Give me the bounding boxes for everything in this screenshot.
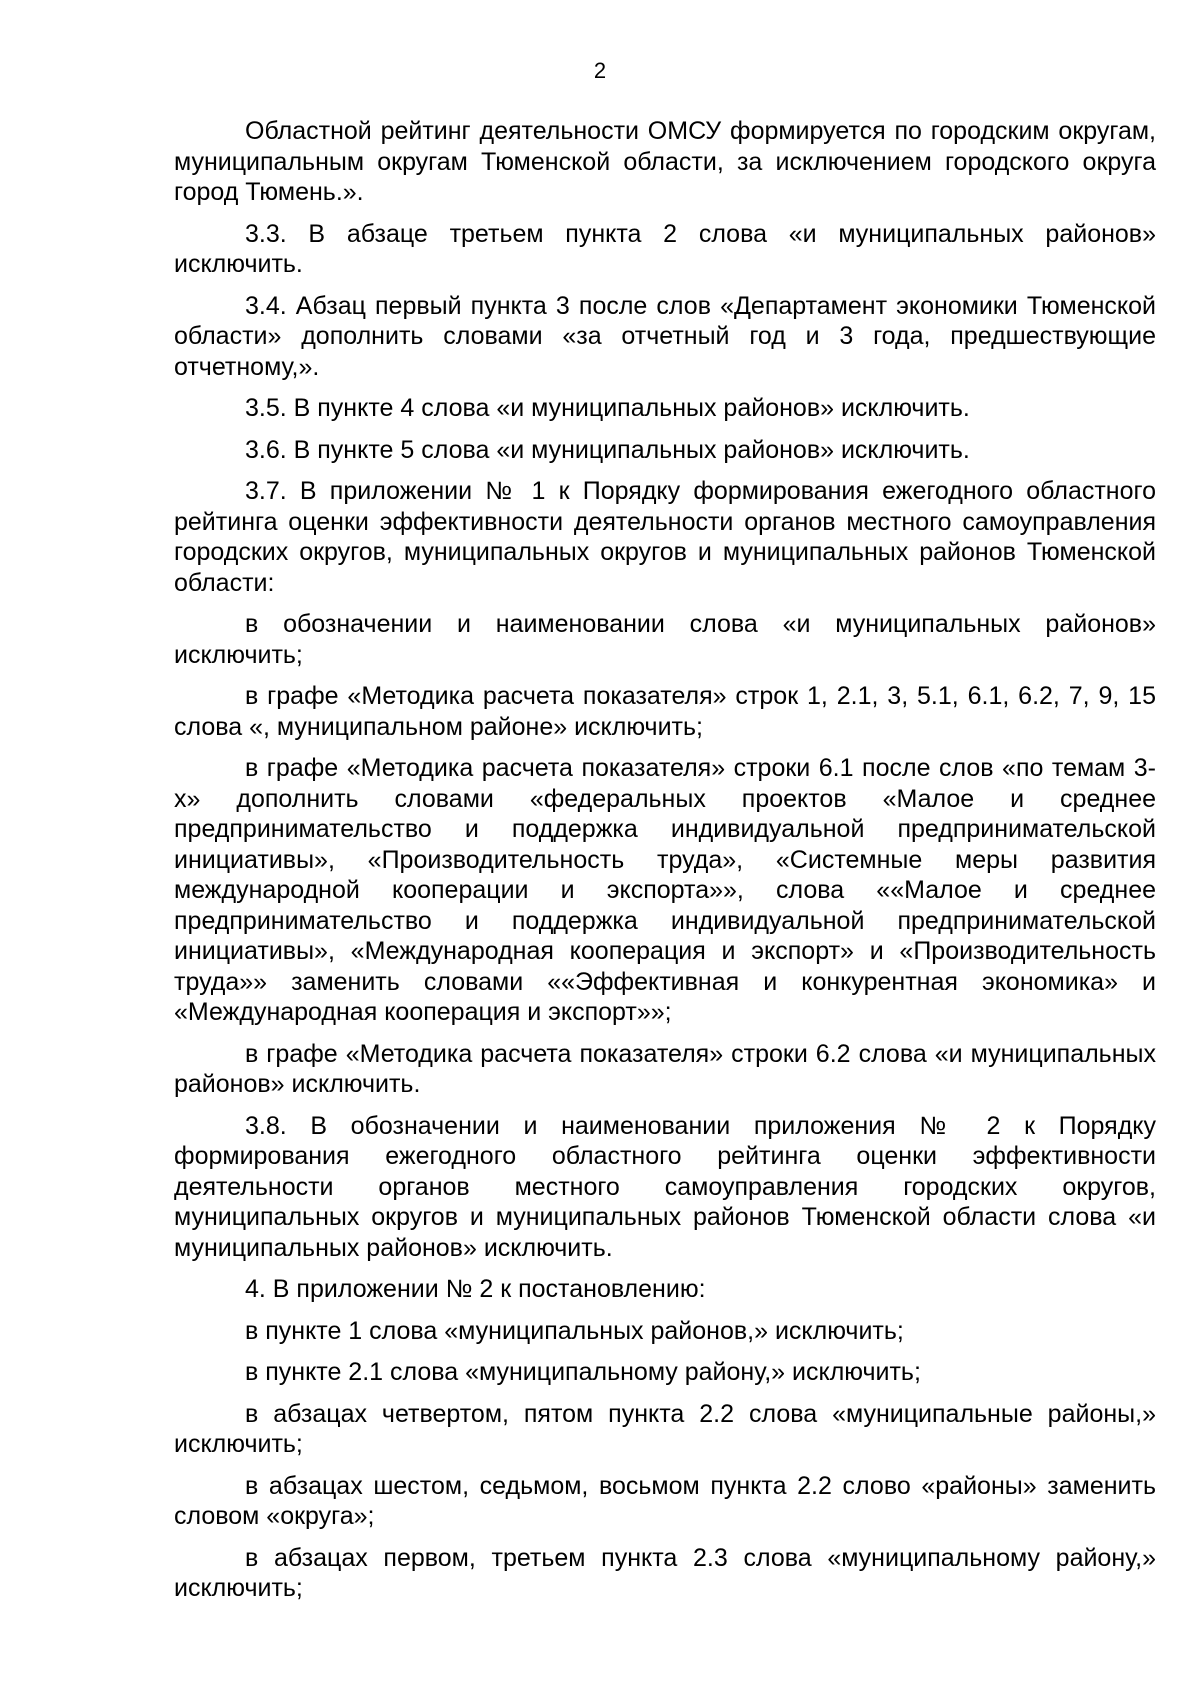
paragraph: 3.3. В абзаце третьем пункта 2 слова «и муниципальных районов» исключить.	[174, 219, 1156, 278]
paragraph: 3.8. В обозначении и наименовании приложения № 2 к Порядку формирования ежегодного областного рейтинга оценки эффективности деятельности органов местного самоуправления городских округов, муниципальных округов и муниципальных районов Тюменской области слова «и муниципальных районов» исключить.	[174, 1111, 1156, 1262]
paragraph: 3.4. Абзац первый пункта 3 после слов «Департамент экономики Тюменской области» дополнить словами «за отчетный год и 3 года, предшествующие отчетному,».	[174, 291, 1156, 381]
paragraph: 3.6. В пункте 5 слова «и муниципальных районов» исключить.	[245, 435, 970, 464]
paragraph: в обозначении и наименовании слова «и муниципальных районов» исключить;	[174, 610, 1156, 669]
paragraph: в абзацах первом, третьем пункта 2.3 слова «муниципальному району,» исключить;	[174, 1543, 1156, 1602]
paragraph: в графе «Методика расчета показателя» строки 6.2 слова «и муниципальных районов» исключить.	[174, 1039, 1156, 1098]
page-number: 2	[593, 58, 607, 83]
paragraph: Областной рейтинг деятельности ОМСУ формируется по городским округам, муниципальным округам Тюменской области, за исключением городского округа город Тюмень.».	[174, 117, 1156, 206]
document-body	[174, 116, 1156, 1615]
paragraph: в абзацах шестом, седьмом, восьмом пункта 2.2 слово «районы» заменить словом «округа»;	[174, 1471, 1156, 1530]
paragraph: в абзацах четвертом, пятом пункта 2.2 слова «муниципальные районы,» исключить;	[174, 1399, 1156, 1458]
paragraph: 3.5. В пункте 4 слова «и муниципальных районов» исключить.	[245, 394, 970, 422]
paragraph: в пункте 1 слова «муниципальных районов,» исключить;	[245, 1316, 904, 1345]
paragraph: в графе «Методика расчета показателя» строк 1, 2.1, 3, 5.1, 6.1, 6.2, 7, 9, 15 слова «, муниципальном районе» исключить;	[174, 682, 1156, 741]
paragraph: в графе «Методика расчета показателя» строки 6.1 после слов «по темам 3-х» дополнить словами «федеральных проектов «Малое и среднее предпринимательство и поддержка индивидуальной предпринимательской инициативы», «Производительность труда», «Системные меры развития международной кооперации и экспорта»», слова ««Малое и среднее предпринимательство и поддержка индивидуальной предпринимательской инициативы», «Международная кооперация и экспорт» и «Производительность труда»» заменить словами ««Эффективная и конкурентная экономика» и «Международная кооперация и экспорт»»;	[174, 754, 1156, 1026]
paragraph: 4. В приложении № 2 к постановлению:	[245, 1275, 706, 1303]
paragraph: 3.7. В приложении № 1 к Порядку формирования ежегодного областного рейтинга оценки эффективности деятельности органов местного самоуправления городских округов, муниципальных округов и муниципальных районов Тюменской области:	[174, 477, 1156, 597]
paragraph: в пункте 2.1 слова «муниципальному району,» исключить;	[245, 1358, 921, 1386]
